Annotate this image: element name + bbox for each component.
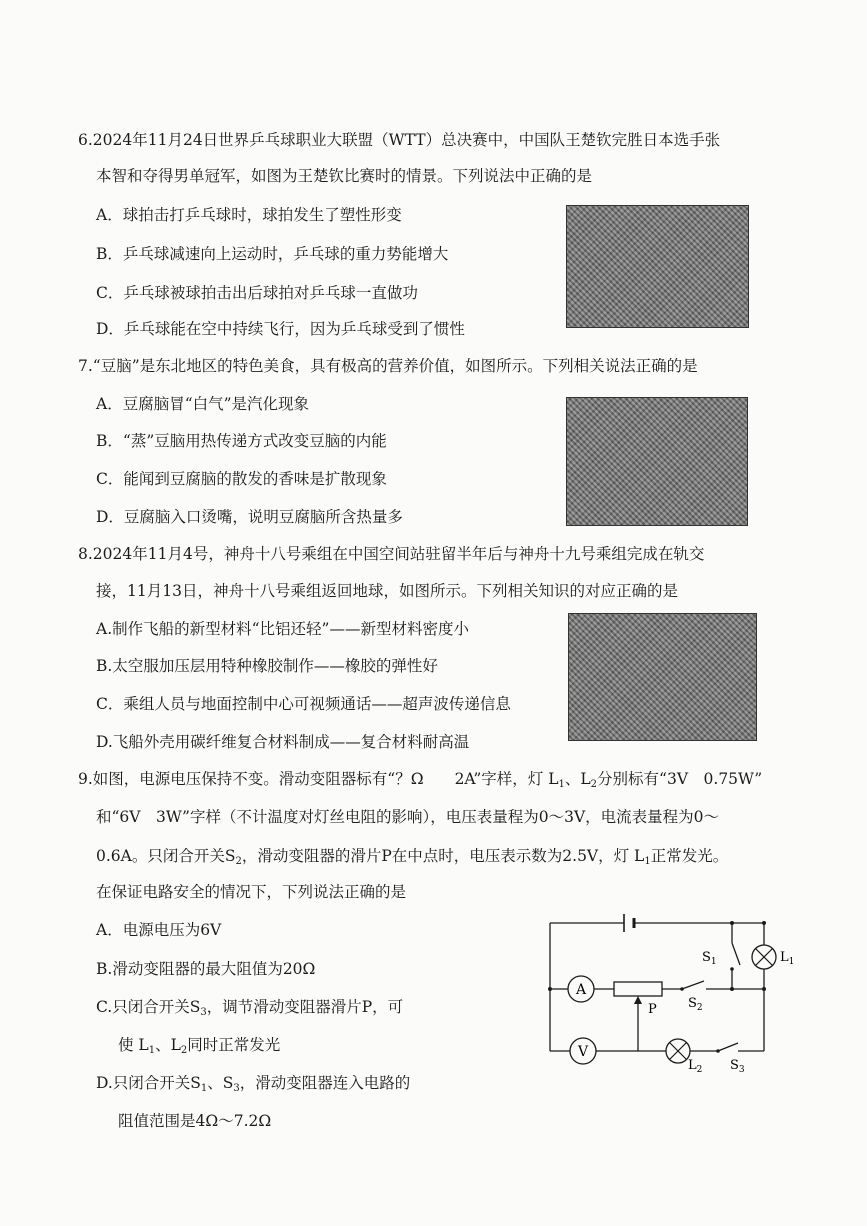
rheostat [614,982,662,996]
q9-option-c-line2: 使 $L_1$、$L_2$同时正常发光 [118,1036,281,1056]
q9-option-a: A．电源电压为6V [96,921,222,939]
ammeter [568,976,594,1002]
q8-spacecraft-photo [568,613,757,741]
q6-stem-line2: 本智和夺得男单冠军，如图为王楚钦比赛时的情景。下列说法中正确的是 [96,167,593,185]
svg-text:A: A [575,982,587,998]
label-s3: $S_3$ [730,1058,745,1073]
q9-stem-line3: 0.6A。只闭合开关$S_2$，滑动变阻器的滑片P在中点时，电压表示数为2.5V，灯 $L_1$正常发光。 [96,847,729,867]
q9-option-c-line1: C.只闭合开关$S_3$，调节滑动变阻器滑片P，可 [96,998,404,1018]
q6-option-b: B．乒乓球减速向上运动时，乒乓球的重力势能增大 [96,245,449,263]
q9-stem-line1: 9.如图，电源电压保持不变。滑动变阻器标有“？Ω 2A”字样，灯 $L_1$、$L_2$分别标有“3V 0.75W” [78,770,763,790]
q6-option-a: A．球拍击打乒乓球时，球拍发生了塑性形变 [96,206,402,224]
q7-stem-line1: 7.“豆脑”是东北地区的特色美食，具有极高的营养价值，如图所示。下列相关说法正确的是 [78,357,698,375]
q9-option-d-line1: D.只闭合开关$S_1$、$S_3$，滑动变阻器连入电路的 [96,1074,411,1094]
q6-table-tennis-photo [566,205,749,328]
q9-option-d-line2: 阻值范围是4Ω～7.2Ω [118,1112,272,1130]
q9-option-b: B.滑动变阻器的最大阻值为20Ω [96,960,316,978]
lamp-l1 [752,945,776,969]
q7-option-a: A．豆腐脑冒“白气”是汽化现象 [96,395,310,413]
voltmeter [570,1038,596,1064]
svg-text:V: V [577,1044,589,1060]
label-s1: $S_1$ [702,950,717,967]
q8-option-a: A.制作飞船的新型材料“比铝还轻”——新型材料密度小 [96,620,469,638]
q8-option-c: C．乘组人员与地面控制中心可视频通话——超声波传递信息 [96,695,511,713]
switch-s2 [680,981,704,991]
q6-stem-line1: 6.2024年11月24日世界乒乓球职业大联盟（WTT）总决赛中，中国队王楚钦完胜日本选手张 [78,131,721,149]
junction-dot [730,921,734,925]
q6-option-d: D．乒乓球能在空中持续飞行，因为乒乓球受到了惯性 [96,320,465,338]
q8-option-d: D.飞船外壳用碳纤维复合材料制成——复合材料耐高温 [96,733,470,751]
label-s2: $S_2$ [688,996,703,1013]
label-l2: $L_2$ [688,1058,703,1073]
q9-stem-line4: 在保证电路安全的情况下，下列说法正确的是 [96,883,407,901]
q7-option-c: C．能闻到豆腐脑的散发的香味是扩散现象 [96,470,387,488]
slider-arrow [634,996,642,1004]
junction-dot [548,987,552,991]
lamp-l2 [666,1039,690,1063]
q6-option-c: C．乒乓球被球拍击出后球拍对乒乓球一直做功 [96,284,418,302]
q7-option-d: D．豆腐脑入口烫嘴，说明豆腐脑所含热量多 [96,508,403,526]
q8-stem-line2: 接，11月13日，神舟十八号乘组返回地球，如图所示。下列相关知识的对应正确的是 [96,582,678,600]
junction-dot [730,987,734,991]
q7-option-b: B．“蒸”豆脑用热传递方式改变豆脑的内能 [96,432,387,450]
q7-tofu-pudding-photo [566,397,748,526]
label-p: P [648,1002,657,1017]
junction-dot [762,921,766,925]
q8-option-b: B.太空服加压层用特种橡胶制作——橡胶的弹性好 [96,657,438,675]
junction-dot [762,987,766,991]
q8-stem-line1: 8.2024年11月4号，神舟十八号乘组在中国空间站驻留半年后与神舟十九号乘组完成在轨交 [78,545,705,563]
q9-stem-line2: 和“6V 3W”字样（不计温度对灯丝电阻的影响），电压表量程为0～3V，电流表量程为0～ [96,808,720,826]
circuit-diagram [538,903,800,1073]
switch-s3 [716,1043,738,1053]
switch-s1 [730,943,740,971]
label-l1: $L_1$ [780,950,795,967]
